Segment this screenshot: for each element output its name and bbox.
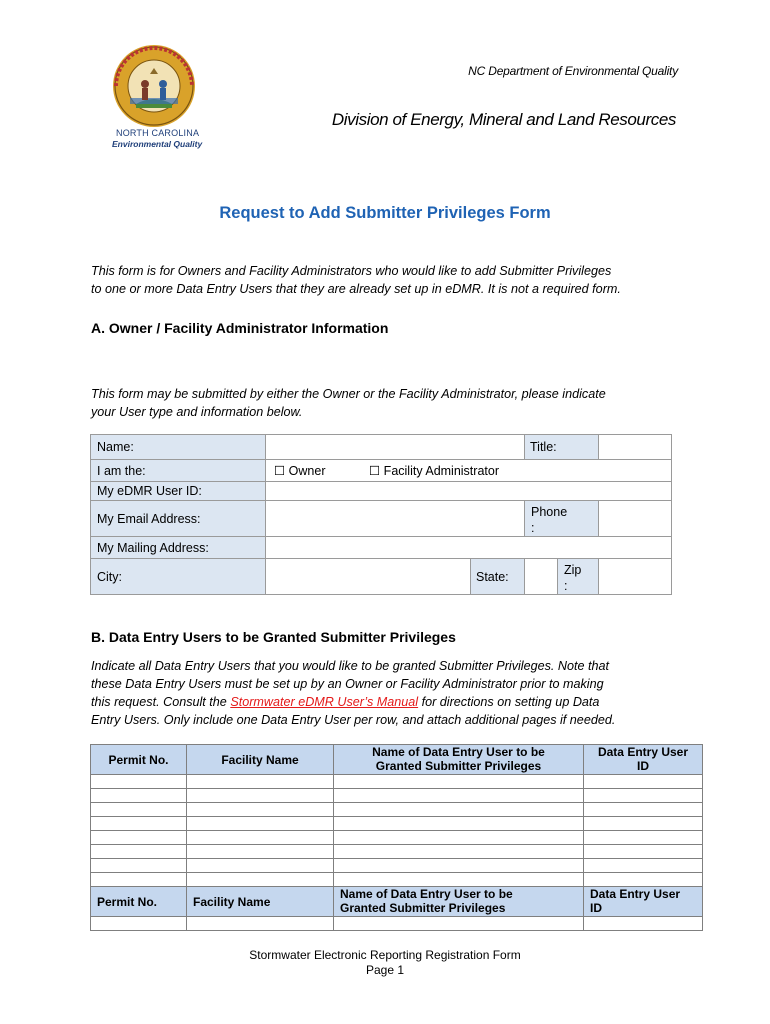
owner-info-table xyxy=(90,434,672,595)
instruction-line xyxy=(91,693,691,711)
zip-label-colon: : xyxy=(564,579,568,593)
facility-cell[interactable] xyxy=(187,845,334,859)
entry-user-id-cell[interactable] xyxy=(584,803,703,817)
table-row xyxy=(91,873,703,887)
repeated-header-row xyxy=(91,887,703,917)
city-label: City: xyxy=(91,559,266,595)
permit-cell[interactable] xyxy=(91,873,187,887)
entry-user-id-cell[interactable] xyxy=(584,817,703,831)
mailing-address-field[interactable] xyxy=(266,537,672,559)
permit-column-header: Permit No. xyxy=(91,887,187,917)
entry-user-name-cell[interactable] xyxy=(334,859,584,873)
intro-paragraph xyxy=(91,262,691,298)
table-row xyxy=(91,845,703,859)
table-header-row xyxy=(91,745,703,775)
facility-cell[interactable] xyxy=(187,917,334,931)
instruction-line: This form may be submitted by either the Owner or the Facility Administrator, please indicate xyxy=(91,387,606,401)
entry-user-name-cell[interactable] xyxy=(334,775,584,789)
entry-user-id-column-header xyxy=(584,887,703,917)
entry-user-id-cell[interactable] xyxy=(584,789,703,803)
permit-cell[interactable] xyxy=(91,859,187,873)
user-type-label: I am the: xyxy=(91,460,266,482)
entry-user-name-cell[interactable] xyxy=(334,817,584,831)
page-footer xyxy=(0,948,770,978)
table-row xyxy=(91,817,703,831)
phone-label-colon: : xyxy=(531,521,535,535)
form-title: Request to Add Submitter Privileges Form xyxy=(219,204,551,222)
email-field[interactable] xyxy=(266,501,525,537)
phone-label-text: Phone xyxy=(531,505,568,519)
facility-cell[interactable] xyxy=(187,873,334,887)
permit-cell[interactable] xyxy=(91,803,187,817)
entry-user-name-column-header xyxy=(334,887,584,917)
zip-label-text: Zip xyxy=(564,563,582,577)
entry-user-name-cell[interactable] xyxy=(334,803,584,817)
facility-cell[interactable] xyxy=(187,817,334,831)
intro-line: This form is for Owners and Facility Administrators who would like to add Submitter Privileges xyxy=(91,264,612,278)
footer-form-name: Stormwater Electronic Reporting Registration Form xyxy=(249,948,521,962)
department-name: NC Department of Environmental Quality xyxy=(468,64,678,78)
owner-checkbox[interactable]: ☐ Owner xyxy=(274,464,326,478)
title-label: Title: xyxy=(525,435,599,460)
facility-column-header: Facility Name xyxy=(187,887,334,917)
section-a-heading: A. Owner / Facility Administrator Information xyxy=(91,320,389,336)
table-row xyxy=(91,789,703,803)
table-row xyxy=(91,917,703,931)
users-manual-link[interactable]: Stormwater eDMR User’s Manual xyxy=(230,695,419,709)
entry-user-name-column-header xyxy=(334,745,584,775)
city-field[interactable] xyxy=(266,559,471,595)
header-line: Data Entry User xyxy=(597,745,689,759)
entry-user-id-cell[interactable] xyxy=(584,831,703,845)
entry-user-name-cell[interactable] xyxy=(334,845,584,859)
user-id-label: My eDMR User ID: xyxy=(91,482,266,501)
permit-cell[interactable] xyxy=(91,845,187,859)
entry-user-id-cell[interactable] xyxy=(584,917,703,931)
instruction-line: Indicate all Data Entry Users that you would like to be granted Submitter Privileges. Note that xyxy=(91,659,610,673)
footer-page-number: Page 1 xyxy=(365,963,405,977)
state-field[interactable] xyxy=(525,559,558,595)
entry-user-name-cell[interactable] xyxy=(334,917,584,931)
facility-cell[interactable] xyxy=(187,859,334,873)
instruction-line: Entry Users. Only include one Data Entry User per row, and attach additional pages if needed. xyxy=(91,713,616,727)
permit-cell[interactable] xyxy=(91,789,187,803)
entry-user-name-cell[interactable] xyxy=(334,873,584,887)
header-line: Granted Submitter Privileges xyxy=(375,759,542,773)
seal-caption-state: NORTH CAROLINA xyxy=(116,128,200,138)
instruction-text: this request. Consult the xyxy=(91,695,231,709)
header-line: ID xyxy=(637,759,649,773)
header-line: Name of Data Entry User to be xyxy=(340,887,513,901)
data-entry-users-table xyxy=(90,744,703,931)
entry-user-id-cell[interactable] xyxy=(584,775,703,789)
facility-cell[interactable] xyxy=(187,789,334,803)
user-type-options xyxy=(266,460,672,482)
state-seal-icon xyxy=(106,44,202,130)
seal-caption-agency: Environmental Quality xyxy=(112,139,203,149)
phone-label xyxy=(525,501,599,537)
section-b-heading: B. Data Entry Users to be Granted Submitter Privileges xyxy=(91,629,456,645)
entry-user-id-column-header xyxy=(584,745,703,775)
zip-label xyxy=(558,559,599,595)
user-id-field[interactable] xyxy=(266,482,672,501)
name-field[interactable] xyxy=(266,435,525,460)
facility-admin-checkbox[interactable]: ☐ Facility Administrator xyxy=(369,464,499,478)
header-line: Name of Data Entry User to be xyxy=(372,745,545,759)
mailing-address-label: My Mailing Address: xyxy=(91,537,266,559)
table-row xyxy=(91,775,703,789)
header-line: Data Entry User xyxy=(590,887,681,901)
permit-cell[interactable] xyxy=(91,831,187,845)
permit-column-header: Permit No. xyxy=(91,745,187,775)
section-a-instructions xyxy=(91,385,691,421)
facility-cell[interactable] xyxy=(187,831,334,845)
name-label: Name: xyxy=(91,435,266,460)
zip-field[interactable] xyxy=(599,559,672,595)
table-row xyxy=(91,803,703,817)
section-b-instructions xyxy=(91,657,691,729)
table-row xyxy=(91,859,703,873)
facility-cell[interactable] xyxy=(187,803,334,817)
entry-user-name-cell[interactable] xyxy=(334,831,584,845)
phone-field[interactable] xyxy=(599,501,672,537)
permit-cell[interactable] xyxy=(91,817,187,831)
facility-cell[interactable] xyxy=(187,775,334,789)
instruction-line: these Data Entry Users must be set up by an Owner or Facility Administrator prior to making xyxy=(91,677,604,691)
title-field[interactable] xyxy=(599,435,672,460)
header-line: Granted Submitter Privileges xyxy=(340,901,506,915)
instruction-line: your User type and information below. xyxy=(91,405,303,419)
facility-column-header: Facility Name xyxy=(187,745,334,775)
email-label: My Email Address: xyxy=(91,501,266,537)
intro-line: to one or more Data Entry Users that they are already set up in eDMR. It is not a required form. xyxy=(91,282,621,296)
permit-cell[interactable] xyxy=(91,917,187,931)
entry-user-id-cell[interactable] xyxy=(584,859,703,873)
entry-user-name-cell[interactable] xyxy=(334,789,584,803)
header-line: ID xyxy=(590,901,602,915)
entry-user-id-cell[interactable] xyxy=(584,873,703,887)
table-row xyxy=(91,831,703,845)
permit-cell[interactable] xyxy=(91,775,187,789)
instruction-text: for directions on setting up Data xyxy=(418,695,600,709)
entry-user-id-cell[interactable] xyxy=(584,845,703,859)
state-label: State: xyxy=(471,559,525,595)
division-name: Division of Energy, Mineral and Land Resources xyxy=(331,110,676,129)
